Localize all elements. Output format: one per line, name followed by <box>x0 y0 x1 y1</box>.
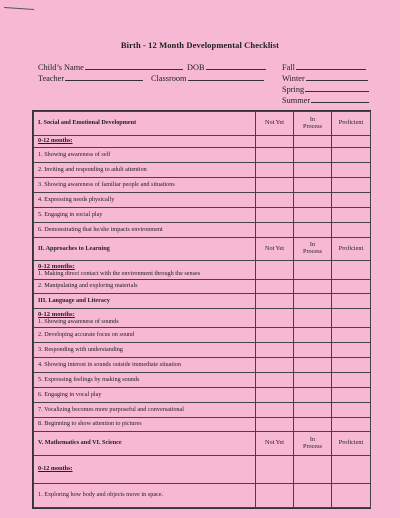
classroom-label: Classroom <box>151 74 187 83</box>
table-row <box>34 328 371 343</box>
checkbox-cell[interactable] <box>294 418 332 432</box>
checkbox-cell[interactable] <box>332 163 371 178</box>
col-in-process: In Process <box>294 112 332 136</box>
teacher-field[interactable] <box>38 72 143 83</box>
checkbox-cell[interactable] <box>256 343 294 358</box>
checkbox-cell[interactable] <box>332 208 371 223</box>
checkbox-cell[interactable] <box>294 358 332 373</box>
table-row <box>34 280 371 294</box>
checkbox-cell[interactable] <box>332 261 371 280</box>
checkbox-cell[interactable] <box>256 261 294 280</box>
table-row <box>34 178 371 193</box>
checkbox-cell[interactable] <box>256 193 294 208</box>
checkbox-cell[interactable] <box>256 456 294 484</box>
section-header-row <box>34 238 371 261</box>
table-row <box>34 208 371 223</box>
season-summer-field[interactable] <box>282 94 369 105</box>
season-winter-field[interactable] <box>282 72 368 83</box>
checkbox-cell[interactable] <box>256 403 294 418</box>
childs-name-label: Child’s Name <box>38 63 84 72</box>
checkbox-cell[interactable] <box>256 328 294 343</box>
checkbox-cell[interactable] <box>332 136 371 148</box>
checkbox-cell[interactable] <box>294 178 332 193</box>
checkbox-cell[interactable] <box>332 294 371 309</box>
checkbox-cell[interactable] <box>294 163 332 178</box>
dob-field[interactable] <box>187 61 266 72</box>
checkbox-cell[interactable] <box>332 309 371 328</box>
checkbox-cell[interactable] <box>332 328 371 343</box>
item-label: 4. Showing interest in sounds outside immediate situation <box>34 358 256 373</box>
checkbox-cell[interactable] <box>294 309 332 328</box>
col-not-yet: Not Yet <box>256 432 294 456</box>
table-row <box>34 163 371 178</box>
checkbox-cell[interactable] <box>294 148 332 163</box>
table-row <box>34 136 371 148</box>
checklist-table <box>32 110 371 509</box>
checkbox-cell[interactable] <box>332 193 371 208</box>
section-title: III. Language and Literacy <box>34 294 256 309</box>
col-in-process: In Process <box>294 432 332 456</box>
item-label: 1. Exploring how body and objects move in space. <box>34 484 256 508</box>
classroom-line[interactable] <box>188 72 264 81</box>
checkbox-cell[interactable] <box>332 148 371 163</box>
checkbox-cell[interactable] <box>332 403 371 418</box>
checkbox-cell[interactable] <box>332 388 371 403</box>
col-not-yet: Not Yet <box>256 238 294 261</box>
item-label: 6. Engaging in vocal play <box>34 388 256 403</box>
checkbox-cell[interactable] <box>256 208 294 223</box>
teacher-label: Teacher <box>38 74 65 83</box>
item-label: 2. Manipulating and exploring materials <box>34 280 256 294</box>
checkbox-cell[interactable] <box>294 403 332 418</box>
section-header-row <box>34 432 371 456</box>
checkbox-cell[interactable] <box>332 456 371 484</box>
checkbox-cell[interactable] <box>294 193 332 208</box>
checkbox-cell[interactable] <box>294 261 332 280</box>
checkbox-cell[interactable] <box>294 456 332 484</box>
season-fall-field[interactable] <box>282 61 366 72</box>
item-cell <box>34 261 256 280</box>
classroom-field[interactable] <box>151 72 264 83</box>
checkbox-cell[interactable] <box>332 343 371 358</box>
checkbox-cell[interactable] <box>256 163 294 178</box>
season-fall-line[interactable] <box>296 61 366 70</box>
checkbox-cell[interactable] <box>332 358 371 373</box>
checkbox-cell[interactable] <box>332 484 371 508</box>
age-subheading: 0-12 months: <box>34 456 256 484</box>
season-summer-label: Summer <box>282 96 311 105</box>
checkbox-cell[interactable] <box>294 328 332 343</box>
checkbox-cell[interactable] <box>256 388 294 403</box>
table-row <box>34 148 371 163</box>
checkbox-cell[interactable] <box>332 223 371 238</box>
col-proficient: Proficient <box>332 432 371 456</box>
table-row <box>34 403 371 418</box>
childs-name-line[interactable] <box>85 61 183 70</box>
age-subheading: 0-12 months: <box>38 262 75 270</box>
checkbox-cell[interactable] <box>256 280 294 294</box>
section-title: V. Mathematics and VI. Science <box>34 432 256 456</box>
age-subheading: 0-12 months: <box>38 310 75 318</box>
table-row <box>34 261 371 280</box>
item-label: 4. Expressing needs physically <box>34 193 256 208</box>
item-label: 6. Demonstrating that he/she impacts environment <box>34 223 256 238</box>
checkbox-cell[interactable] <box>256 373 294 388</box>
section-title: I. Social and Emotional Development <box>34 112 256 136</box>
checkbox-cell[interactable] <box>294 208 332 223</box>
section-header-row <box>34 112 371 136</box>
season-spring-field[interactable] <box>282 83 369 94</box>
checkbox-cell[interactable] <box>256 418 294 432</box>
col-not-yet: Not Yet <box>256 112 294 136</box>
table-row <box>34 358 371 373</box>
season-summer-line[interactable] <box>311 94 369 103</box>
checkbox-cell[interactable] <box>256 484 294 508</box>
table-row <box>34 456 371 484</box>
item-label: 5. Engaging in social play <box>34 208 256 223</box>
checkbox-cell[interactable] <box>332 373 371 388</box>
checkbox-cell[interactable] <box>256 136 294 148</box>
page-title: Birth - 12 Month Developmental Checklist <box>120 40 280 50</box>
checkbox-cell[interactable] <box>256 223 294 238</box>
season-winter-label: Winter <box>282 74 305 83</box>
item-label: 8. Beginning to show attention to pictures <box>34 418 256 432</box>
checkbox-cell[interactable] <box>332 178 371 193</box>
corner-mark <box>4 7 34 10</box>
checkbox-cell[interactable] <box>332 280 371 294</box>
season-spring-label: Spring <box>282 85 305 94</box>
season-fall-label: Fall <box>282 63 295 72</box>
table-row <box>34 309 371 328</box>
season-spring-line[interactable] <box>305 83 369 92</box>
checkbox-cell[interactable] <box>332 418 371 432</box>
table-row <box>34 418 371 432</box>
item-label: 2. Inviting and responding to adult attention <box>34 163 256 178</box>
checkbox-cell[interactable] <box>256 309 294 328</box>
item-label: 3. Responding with understanding <box>34 343 256 358</box>
checkbox-cell[interactable] <box>256 148 294 163</box>
section-header-row <box>34 294 371 309</box>
item-label: 1. Making direct contact with the environment through the senses <box>38 269 201 277</box>
season-winter-line[interactable] <box>306 72 368 81</box>
checkbox-cell[interactable] <box>256 178 294 193</box>
item-label: 5. Expressing feelings by making sounds <box>34 373 256 388</box>
table-row <box>34 193 371 208</box>
col-proficient: Proficient <box>332 238 371 261</box>
dob-label: DOB <box>187 63 205 72</box>
checkbox-cell[interactable] <box>294 484 332 508</box>
checkbox-cell[interactable] <box>294 223 332 238</box>
checkbox-cell[interactable] <box>294 136 332 148</box>
item-cell <box>34 309 256 328</box>
table-row <box>34 388 371 403</box>
item-label: 3. Showing awareness of familiar people and situations <box>34 178 256 193</box>
table-row <box>34 343 371 358</box>
item-label: 1. Showing awareness of self <box>34 148 256 163</box>
col-proficient: Proficient <box>332 112 371 136</box>
checkbox-cell[interactable] <box>294 280 332 294</box>
item-label: 2. Developing accurate focus on sound <box>34 328 256 343</box>
section-title: II. Approaches to Learning <box>34 238 256 261</box>
col-in-process: In Process <box>294 238 332 261</box>
age-subheading: 0-12 months: <box>34 136 256 148</box>
table-row <box>34 373 371 388</box>
checkbox-cell[interactable] <box>294 343 332 358</box>
item-label: 1. Showing awareness of sounds <box>38 317 119 325</box>
checkbox-cell[interactable] <box>256 294 294 309</box>
teacher-line[interactable] <box>65 72 143 81</box>
table-row <box>34 484 371 508</box>
checkbox-cell[interactable] <box>294 294 332 309</box>
item-label: 7. Vocalizing becomes more purposeful and conversational <box>34 403 256 418</box>
dob-line[interactable] <box>206 61 266 70</box>
checkbox-cell[interactable] <box>294 388 332 403</box>
childs-name-field[interactable] <box>38 61 183 72</box>
table-row <box>34 223 371 238</box>
checkbox-cell[interactable] <box>256 358 294 373</box>
checkbox-cell[interactable] <box>294 373 332 388</box>
